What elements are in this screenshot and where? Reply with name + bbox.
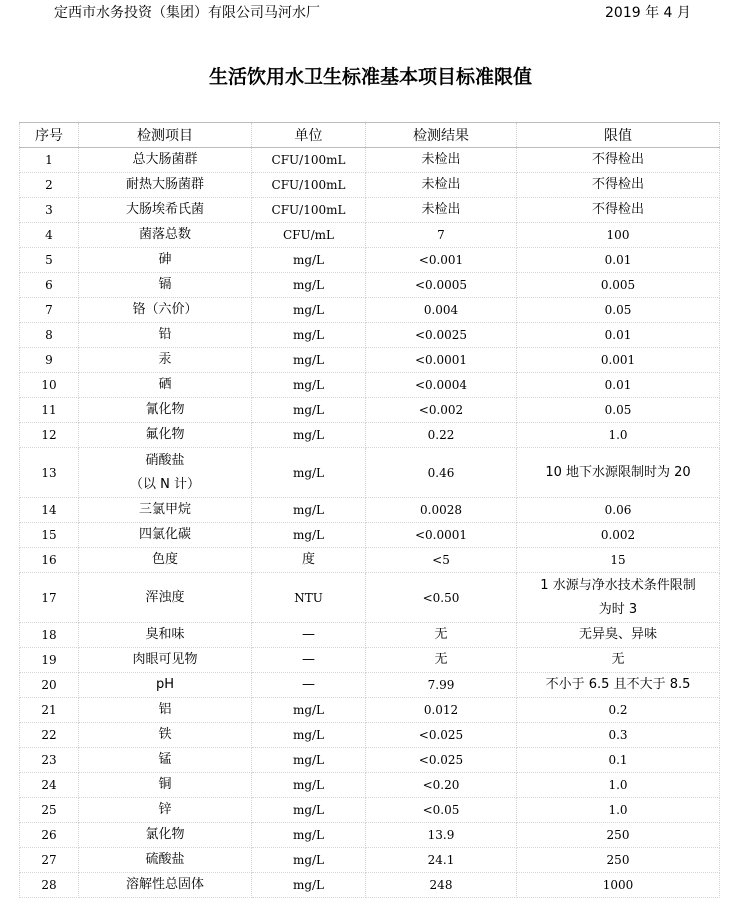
cell-result: 7.99 [366, 673, 517, 698]
cell-item: 砷 [79, 248, 252, 273]
cell-result: <0.0025 [366, 323, 517, 348]
cell-no: 16 [20, 548, 79, 573]
cell-limit: 0.01 [517, 373, 720, 398]
cell-unit: — [252, 648, 366, 673]
cell-limit: 无异臭、异味 [517, 623, 720, 648]
cell-unit: mg/L [252, 398, 366, 423]
cell-result: <0.025 [366, 723, 517, 748]
table-row [20, 748, 720, 773]
cell-no: 13 [20, 448, 79, 498]
cell-limit: 0.05 [517, 398, 720, 423]
standards-table [19, 122, 720, 898]
table-body [20, 148, 720, 898]
cell-result: <0.20 [366, 773, 517, 798]
cell-result: <0.50 [366, 573, 517, 623]
table-row [20, 523, 720, 548]
cell-item: 大肠埃希氏菌 [79, 198, 252, 223]
cell-limit: 10 地下水源限制时为 20 [517, 448, 720, 498]
cell-limit: 0.06 [517, 498, 720, 523]
cell-item: 溶解性总固体 [79, 873, 252, 898]
cell-unit: mg/L [252, 823, 366, 848]
cell-result: 0.46 [366, 448, 517, 498]
cell-result: 24.1 [366, 848, 517, 873]
cell-unit: mg/L [252, 298, 366, 323]
cell-item: 汞 [79, 348, 252, 373]
page-title: 生活饮用水卫生标准基本项目标准限值 [208, 66, 532, 88]
cell-result: 0.0028 [366, 498, 517, 523]
cell-result: 未检出 [366, 148, 517, 173]
table-row [20, 823, 720, 848]
cell-no: 14 [20, 498, 79, 523]
cell-limit: 250 [517, 848, 720, 873]
cell-result: <0.001 [366, 248, 517, 273]
cell-item: 氟化物 [79, 423, 252, 448]
cell-unit: mg/L [252, 523, 366, 548]
cell-item: 硫酸盐 [79, 848, 252, 873]
table-row [20, 798, 720, 823]
table-row [20, 773, 720, 798]
cell-limit: 250 [517, 823, 720, 848]
table-header-row [20, 123, 720, 148]
table-row [20, 198, 720, 223]
cell-no: 28 [20, 873, 79, 898]
table-row [20, 848, 720, 873]
table-row [20, 298, 720, 323]
table-row [20, 648, 720, 673]
cell-unit: CFU/100mL [252, 173, 366, 198]
cell-item: 臭和味 [79, 623, 252, 648]
cell-unit: CFU/100mL [252, 148, 366, 173]
cell-unit: mg/L [252, 323, 366, 348]
cell-item: 硒 [79, 373, 252, 398]
cell-no: 1 [20, 148, 79, 173]
cell-item: 总大肠菌群 [79, 148, 252, 173]
cell-unit: mg/L [252, 698, 366, 723]
cell-result: 0.004 [366, 298, 517, 323]
cell-result: 未检出 [366, 173, 517, 198]
cell-result: <0.0004 [366, 373, 517, 398]
cell-no: 2 [20, 173, 79, 198]
cell-no: 9 [20, 348, 79, 373]
cell-limit: 0.2 [517, 698, 720, 723]
cell-item: 三氯甲烷 [79, 498, 252, 523]
cell-limit: 0.3 [517, 723, 720, 748]
cell-item: 色度 [79, 548, 252, 573]
cell-unit: mg/L [252, 848, 366, 873]
cell-unit: CFU/100mL [252, 198, 366, 223]
cell-limit: 0.002 [517, 523, 720, 548]
table-row [20, 723, 720, 748]
cell-unit: 度 [252, 548, 366, 573]
cell-item: 菌落总数 [79, 223, 252, 248]
cell-limit: 0.1 [517, 748, 720, 773]
cell-unit: mg/L [252, 748, 366, 773]
cell-no: 15 [20, 523, 79, 548]
cell-limit: 15 [517, 548, 720, 573]
cell-no: 20 [20, 673, 79, 698]
cell-no: 27 [20, 848, 79, 873]
cell-unit: mg/L [252, 873, 366, 898]
cell-unit: mg/L [252, 773, 366, 798]
cell-item: 铝 [79, 698, 252, 723]
cell-unit: mg/L [252, 448, 366, 498]
cell-limit: 0.001 [517, 348, 720, 373]
cell-limit: 不小于 6.5 且不大于 8.5 [517, 673, 720, 698]
report-date: 2019 年 4 月 [605, 5, 691, 21]
cell-limit [517, 573, 720, 623]
cell-unit: — [252, 673, 366, 698]
cell-item: pH [79, 673, 252, 698]
cell-item: 肉眼可见物 [79, 648, 252, 673]
cell-no: 10 [20, 373, 79, 398]
cell-limit-line2: 为时 3 [598, 601, 638, 617]
cell-no: 5 [20, 248, 79, 273]
table-row [20, 498, 720, 523]
cell-no: 21 [20, 698, 79, 723]
cell-result: 13.9 [366, 823, 517, 848]
table-row [20, 698, 720, 723]
cell-limit: 0.05 [517, 298, 720, 323]
table-row [20, 323, 720, 348]
table-row [20, 673, 720, 698]
col-header-no: 序号 [20, 123, 79, 148]
cell-item: 铜 [79, 773, 252, 798]
cell-item: 锰 [79, 748, 252, 773]
table-row [20, 148, 720, 173]
cell-unit: mg/L [252, 248, 366, 273]
col-header-result: 检测结果 [366, 123, 517, 148]
table-row [20, 623, 720, 648]
table-row [20, 373, 720, 398]
cell-item-line2: （以 N 计） [130, 476, 200, 492]
col-header-unit: 单位 [252, 123, 366, 148]
table-row [20, 248, 720, 273]
cell-result: 无 [366, 648, 517, 673]
cell-unit: CFU/mL [252, 223, 366, 248]
company-name: 定西市水务投资（集团）有限公司马河水厂 [54, 5, 320, 21]
cell-unit: mg/L [252, 273, 366, 298]
cell-result: <0.002 [366, 398, 517, 423]
cell-no: 25 [20, 798, 79, 823]
cell-limit: 0.005 [517, 273, 720, 298]
cell-unit: mg/L [252, 498, 366, 523]
cell-item: 氰化物 [79, 398, 252, 423]
cell-no: 7 [20, 298, 79, 323]
table-row [20, 548, 720, 573]
cell-no: 4 [20, 223, 79, 248]
cell-limit: 1000 [517, 873, 720, 898]
table-row [20, 398, 720, 423]
cell-unit: mg/L [252, 723, 366, 748]
cell-no: 19 [20, 648, 79, 673]
col-header-item: 检测项目 [79, 123, 252, 148]
table-row [20, 173, 720, 198]
cell-limit: 不得检出 [517, 173, 720, 198]
cell-no: 18 [20, 623, 79, 648]
col-header-limit: 限值 [517, 123, 720, 148]
cell-result: <0.0001 [366, 523, 517, 548]
cell-item: 镉 [79, 273, 252, 298]
cell-limit: 不得检出 [517, 198, 720, 223]
cell-item [79, 448, 252, 498]
cell-result: 248 [366, 873, 517, 898]
cell-result: 7 [366, 223, 517, 248]
cell-item: 耐热大肠菌群 [79, 173, 252, 198]
cell-result: 0.22 [366, 423, 517, 448]
cell-limit: 1.0 [517, 423, 720, 448]
cell-unit: mg/L [252, 423, 366, 448]
cell-item: 氯化物 [79, 823, 252, 848]
cell-result: 未检出 [366, 198, 517, 223]
cell-unit: mg/L [252, 373, 366, 398]
cell-item: 铁 [79, 723, 252, 748]
cell-unit: mg/L [252, 348, 366, 373]
cell-result: <0.0001 [366, 348, 517, 373]
cell-no: 24 [20, 773, 79, 798]
cell-item: 铬（六价） [79, 298, 252, 323]
cell-no: 8 [20, 323, 79, 348]
table-row [20, 423, 720, 448]
cell-result: <5 [366, 548, 517, 573]
cell-no: 6 [20, 273, 79, 298]
cell-result: <0.05 [366, 798, 517, 823]
cell-limit: 100 [517, 223, 720, 248]
cell-unit: NTU [252, 573, 366, 623]
cell-item: 铅 [79, 323, 252, 348]
cell-result: <0.025 [366, 748, 517, 773]
cell-no: 26 [20, 823, 79, 848]
table-row [20, 873, 720, 898]
table-row [20, 573, 720, 623]
table-row [20, 223, 720, 248]
cell-limit: 无 [517, 648, 720, 673]
cell-item: 四氯化碳 [79, 523, 252, 548]
cell-limit: 0.01 [517, 323, 720, 348]
cell-result: 0.012 [366, 698, 517, 723]
cell-limit: 0.01 [517, 248, 720, 273]
cell-limit-line1: 1 水源与净水技术条件限制 [540, 577, 696, 593]
cell-no: 3 [20, 198, 79, 223]
cell-no: 22 [20, 723, 79, 748]
table-row [20, 448, 720, 498]
cell-no: 11 [20, 398, 79, 423]
cell-no: 17 [20, 573, 79, 623]
table-row [20, 273, 720, 298]
cell-item: 锌 [79, 798, 252, 823]
cell-unit: — [252, 623, 366, 648]
table-row [20, 348, 720, 373]
cell-no: 12 [20, 423, 79, 448]
cell-no: 23 [20, 748, 79, 773]
cell-unit: mg/L [252, 798, 366, 823]
cell-result: 无 [366, 623, 517, 648]
cell-limit: 不得检出 [517, 148, 720, 173]
cell-item: 浑浊度 [79, 573, 252, 623]
cell-limit: 1.0 [517, 773, 720, 798]
cell-limit: 1.0 [517, 798, 720, 823]
cell-result: <0.0005 [366, 273, 517, 298]
cell-item-line1: 硝酸盐 [145, 452, 185, 468]
